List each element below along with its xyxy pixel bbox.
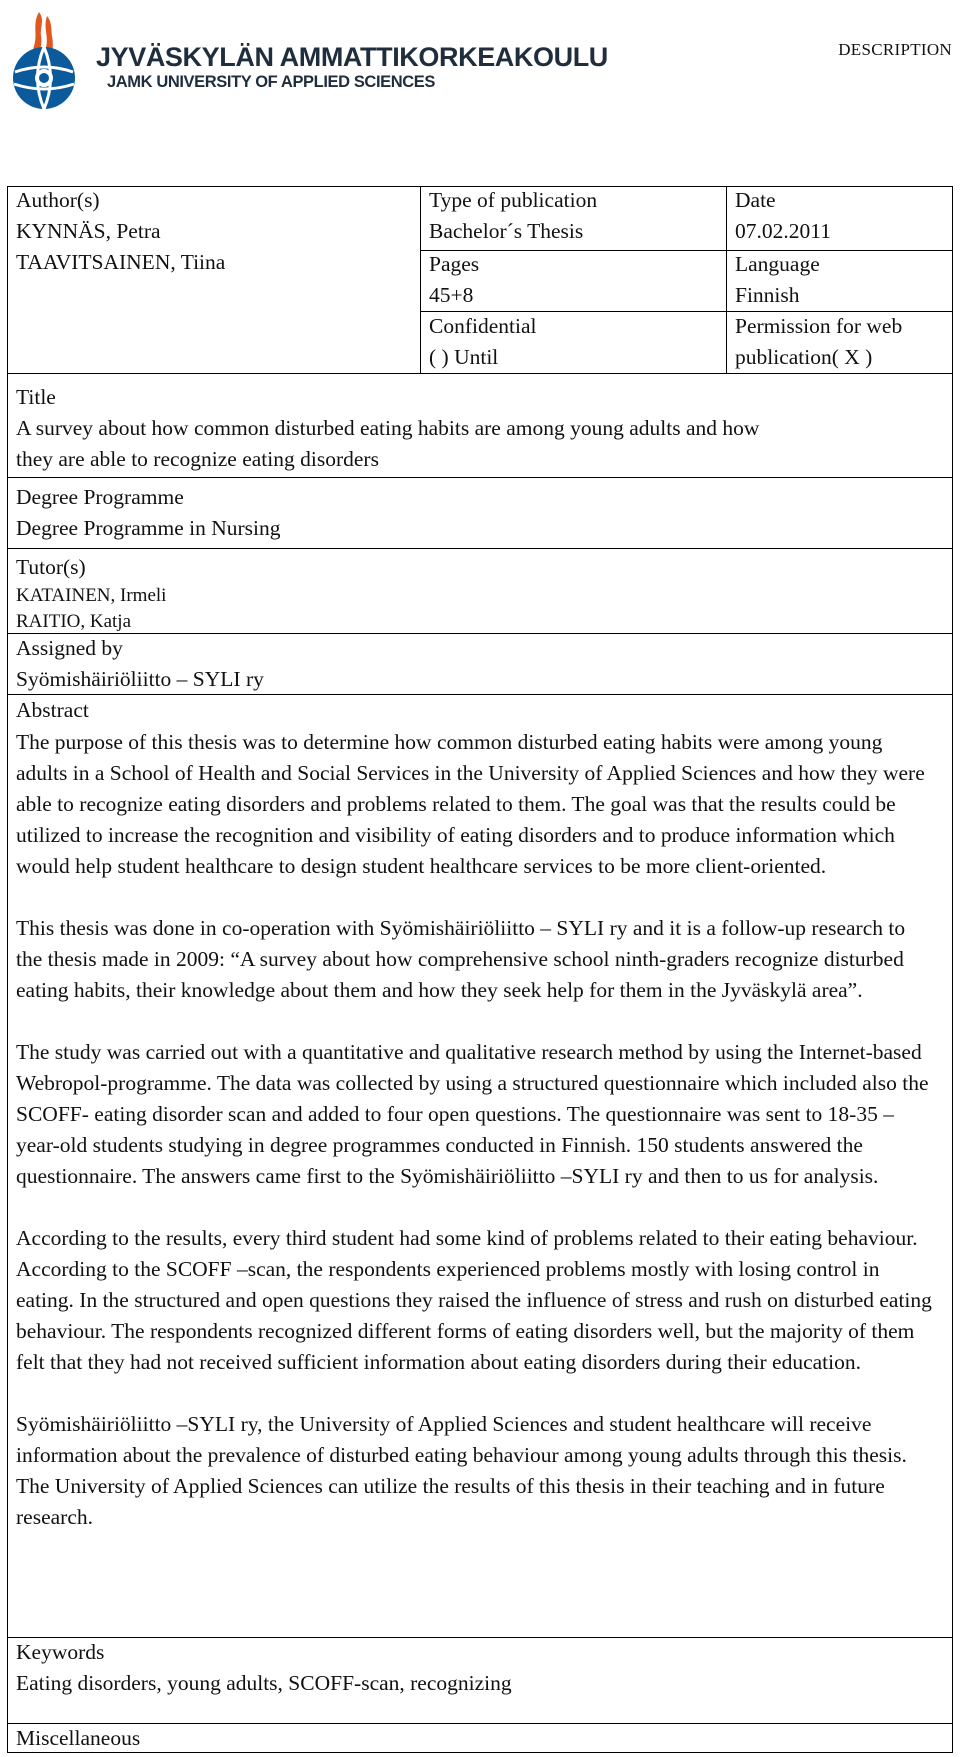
confidential-label: Confidential xyxy=(429,314,537,338)
abstract-paragraph: This thesis was done in co-operation with Syömishäiriöliitto – SYLI ry and it is a follow-up research to the thesis made in 2009: “A survey about how comprehensive school ninth-graders recognize disturbed eating habits, their knowledge about them and how they seek help for them in the Jyväskylä area”. xyxy=(16,916,906,1002)
divider xyxy=(420,250,952,251)
abstract-label: Abstract xyxy=(16,698,89,722)
assigned-label: Assigned by xyxy=(16,636,123,660)
document-type: DESCRIPTION xyxy=(838,40,952,59)
keywords-label: Keywords xyxy=(16,1640,105,1664)
abstract-body xyxy=(16,727,936,1533)
tutor-name: KATAINEN, Irmeli xyxy=(16,585,167,606)
divider xyxy=(420,187,421,373)
degree-value: Degree Programme in Nursing xyxy=(16,516,281,540)
divider xyxy=(8,1637,952,1638)
pages-value: 45+8 xyxy=(429,283,474,307)
keywords-value: Eating disorders, young adults, SCOFF-scan, recognizing xyxy=(16,1671,512,1695)
abstract-paragraph: According to the results, every third student had some kind of problems related to their eating behaviour. According to the SCOFF –scan, the respondents experienced problems mostly with losing control in eating. In the structured and open questions they raised the influence of stress and rush on disturbed eating behaviour. The respondents recognized different forms of eating disorders well, but the majority of them felt that they had not received sufficient information about eating disorders during their education. xyxy=(16,1226,932,1374)
pages-label: Pages xyxy=(429,252,480,276)
divider xyxy=(8,477,952,478)
abstract-paragraph: Syömishäiriöliitto –SYLI ry, the University of Applied Sciences and student healthcare will receive information about the prevalence of disturbed eating behaviour among young adults through this thesis. The University of Applied Sciences can utilize the results of this thesis in their teaching and in future research. xyxy=(16,1412,907,1529)
degree-label: Degree Programme xyxy=(16,485,184,509)
language-value: Finnish xyxy=(735,283,800,307)
institution-name: JYVÄSKYLÄN AMMATTIKORKEAKOULU xyxy=(96,42,608,72)
author-name: TAAVITSAINEN, Tiina xyxy=(16,250,226,274)
divider xyxy=(8,1723,952,1724)
publication-type-label: Type of publication xyxy=(429,188,598,212)
divider xyxy=(8,633,952,634)
divider xyxy=(726,187,727,373)
date-value: 07.02.2011 xyxy=(735,219,831,243)
institution-wordmark xyxy=(96,42,608,92)
title-label: Title xyxy=(16,385,56,409)
title-line: A survey about how common disturbed eating habits are among young adults and how xyxy=(16,416,760,440)
miscellaneous-label: Miscellaneous xyxy=(16,1726,141,1750)
assigned-value: Syömishäiriöliitto – SYLI ry xyxy=(16,667,264,691)
institution-subtitle: JAMK UNIVERSITY OF APPLIED SCIENCES xyxy=(107,73,435,91)
tutor-name: RAITIO, Katja xyxy=(16,611,132,632)
author-label: Author(s) xyxy=(16,188,100,212)
date-label: Date xyxy=(735,188,776,212)
web-permission-label: Permission for web xyxy=(735,314,903,338)
confidential-value: ( ) Until xyxy=(429,345,499,369)
divider xyxy=(8,373,952,374)
abstract-paragraph: The purpose of this thesis was to determine how common disturbed eating habits were among young adults in a School of Health and Social Services in the University of Applied Sciences and how they were able to recognize eating disorders and problems related to them. The goal was that the results could be utilized to increase the recognition and visibility of eating disorders and to produce information which would help student healthcare to design student healthcare services to be more client-oriented. xyxy=(16,730,925,878)
divider xyxy=(8,548,952,549)
tutors-label: Tutor(s) xyxy=(16,555,86,579)
title-line: they are able to recognize eating disorders xyxy=(16,447,379,471)
author-name: KYNNÄS, Petra xyxy=(16,219,161,243)
language-label: Language xyxy=(735,252,820,276)
abstract-paragraph: The study was carried out with a quantitative and qualitative research method by using the Internet-based Webropol-programme. The data was collected by using a structured questionnaire which included also the SCOFF- eating disorder scan and added to four open questions. The questionnaire was sent to 18-35 –year-old students studying in degree programmes conducted in Finnish. 150 students answered the questionnaire. The answers came first to the Syömishäiriöliitto –SYLI ry and then to us for analysis. xyxy=(16,1040,929,1188)
web-permission-value: publication( X ) xyxy=(735,345,873,369)
publication-type-value: Bachelor´s Thesis xyxy=(429,219,584,243)
page-header xyxy=(0,0,960,130)
jamk-logo-icon xyxy=(5,6,83,112)
